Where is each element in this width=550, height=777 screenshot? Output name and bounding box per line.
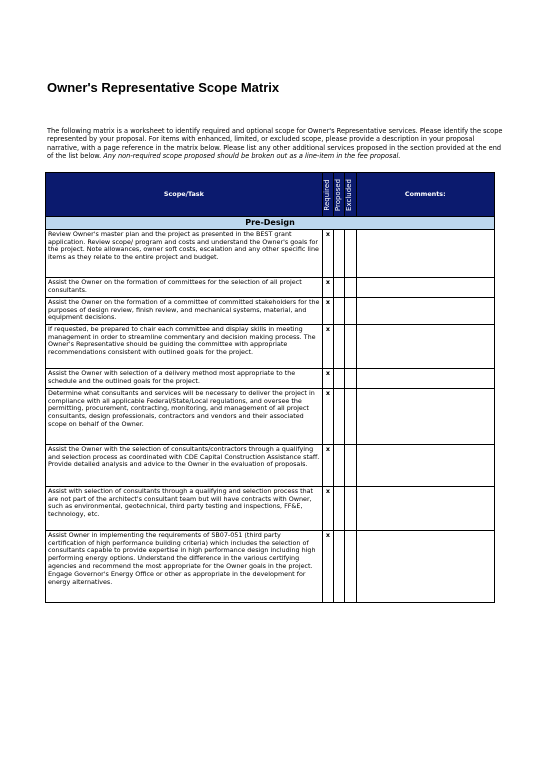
excluded-cell[interactable]	[345, 486, 356, 530]
excluded-cell[interactable]	[345, 388, 356, 444]
header-proposed-label: Proposed	[334, 178, 343, 211]
intro-text: The following matrix is a worksheet to identify required and optional scope for Owner's Representative services. Please identify the scope represented by your proposal. For items with enhanced, limited, or excluded scope, please provide a description in your proposal narrative, with a page reference in the matrix below. Please list any other additional services proposed in the section provided at the end of the list below.	[47, 127, 503, 160]
table-row	[46, 229, 495, 277]
excluded-cell[interactable]	[345, 444, 356, 486]
excluded-cell[interactable]	[345, 297, 356, 324]
proposed-cell[interactable]	[334, 388, 345, 444]
table-row	[46, 530, 495, 602]
required-cell[interactable]: x	[322, 229, 333, 277]
required-cell[interactable]: x	[322, 324, 333, 368]
required-cell[interactable]: x	[322, 530, 333, 602]
table-row	[46, 388, 495, 444]
proposed-cell[interactable]	[334, 229, 345, 277]
proposed-cell[interactable]	[334, 277, 345, 297]
required-cell[interactable]: x	[322, 486, 333, 530]
comments-cell[interactable]	[356, 486, 494, 530]
comments-cell[interactable]	[356, 324, 494, 368]
table-header-row	[46, 173, 495, 217]
comments-cell[interactable]	[356, 297, 494, 324]
proposed-cell[interactable]	[334, 444, 345, 486]
intro-italic-note: Any non-required scope proposed should be broken out as a line-item in the fee proposal.	[103, 151, 401, 160]
section-row	[46, 217, 495, 230]
table-row	[46, 297, 495, 324]
proposed-cell[interactable]	[334, 297, 345, 324]
page-title: Owner's Representative Scope Matrix	[47, 80, 280, 95]
header-excluded-label: Excluded	[345, 178, 354, 211]
comments-cell[interactable]	[356, 388, 494, 444]
table-row	[46, 277, 495, 297]
comments-cell[interactable]	[356, 277, 494, 297]
excluded-cell[interactable]	[345, 277, 356, 297]
task-cell: Assist with selection of consultants through a qualifying and selection process that are not part of the architect's consultant team but will have contracts with Owner, such as environmental, geotechnical, third party testing and inspections, FF&E, technology, etc.	[46, 486, 323, 530]
table-row	[46, 368, 495, 388]
proposed-cell[interactable]	[334, 486, 345, 530]
task-cell: Determine what consultants and services will be necessary to deliver the project in compliance with all applicable Federal/State/Local regulations, and oversee the permitting, procurement, contracting, monitoring, and management of all project consultants, design professionals, contractors and vendors and their associated scope on behalf of the Owner.	[46, 388, 323, 444]
header-comments: Comments:	[356, 173, 494, 217]
task-cell: If requested, be prepared to chair each committee and display skills in meeting management in order to streamline commentary and decision making process. The Owner's Representative should be guiding the committee with appropriate recommendations consistent with outlined goals for the project.	[46, 324, 323, 368]
comments-cell[interactable]	[356, 444, 494, 486]
required-cell[interactable]: x	[322, 388, 333, 444]
proposed-cell[interactable]	[334, 368, 345, 388]
comments-cell[interactable]	[356, 368, 494, 388]
header-required-label: Required	[322, 178, 331, 211]
excluded-cell[interactable]	[345, 324, 356, 368]
task-cell: Assist the Owner on the formation of committees for the selection of all project consultants.	[46, 277, 323, 297]
task-cell: Assist the Owner with selection of a delivery method most appropriate to the schedule and the outlined goals for the project.	[46, 368, 323, 388]
proposed-cell[interactable]	[334, 324, 345, 368]
header-excluded	[345, 173, 356, 217]
header-required	[322, 173, 333, 217]
required-cell[interactable]: x	[322, 444, 333, 486]
proposed-cell[interactable]	[334, 530, 345, 602]
required-cell[interactable]: x	[322, 277, 333, 297]
table-row	[46, 324, 495, 368]
excluded-cell[interactable]	[345, 229, 356, 277]
comments-cell[interactable]	[356, 229, 494, 277]
task-cell: Assist Owner in implementing the requirements of SB07-051 (third party certification of high performance building criteria) which includes the selection of consultants capable to provide expertise in high performance design including high performing energy options. Understand the difference in the various certifying agencies and recommend the most appropriate for the Owner goals in the project. Engage Governor's Energy Office or other as appropriate in the development for energy alternatives.	[46, 530, 323, 602]
intro-paragraph	[47, 127, 503, 160]
task-cell: Assist the Owner on the formation of a committee of committed stakeholders for the purposes of design review, finish review, and mechanical systems, material, and equipment decisions.	[46, 297, 323, 324]
task-cell: Review Owner's master plan and the project as presented in the BEST grant application. Review scope/ program and costs and understand the Owner's goals for the project. Note allowances, owner soft costs, escalation and any other specific line items as they relate to the entire project and budget.	[46, 229, 323, 277]
table-row	[46, 486, 495, 530]
table-row	[46, 444, 495, 486]
required-cell[interactable]: x	[322, 297, 333, 324]
header-proposed	[334, 173, 345, 217]
scope-matrix-table	[45, 172, 495, 603]
comments-cell[interactable]	[356, 530, 494, 602]
required-cell[interactable]: x	[322, 368, 333, 388]
excluded-cell[interactable]	[345, 368, 356, 388]
section-title: Pre-Design	[46, 217, 495, 230]
header-scope-task: Scope/Task	[46, 173, 323, 217]
task-cell: Assist the Owner with the selection of consultants/contractors through a qualifying and selection process as coordinated with CDE Capital Construction Assistance staff. Provide detailed analysis and advice to the Owner in the evaluation of proposals.	[46, 444, 323, 486]
excluded-cell[interactable]	[345, 530, 356, 602]
